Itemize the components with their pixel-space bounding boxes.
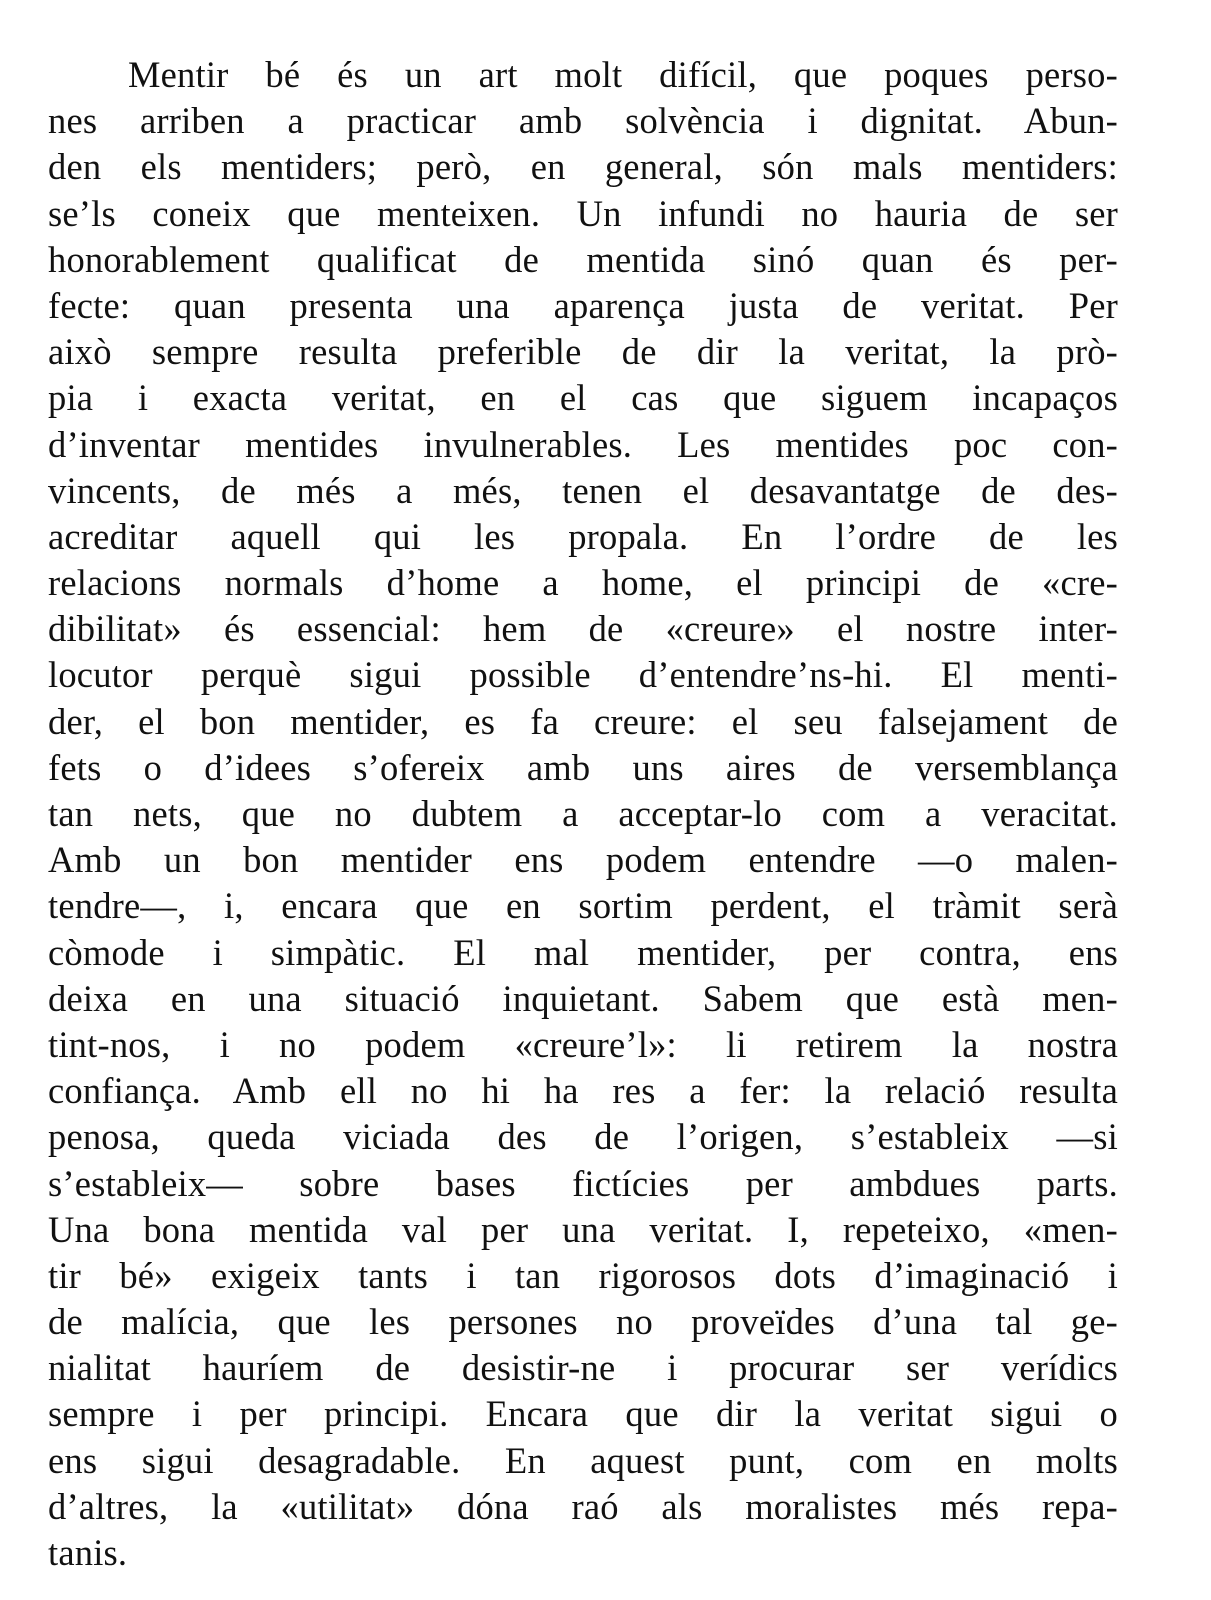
text-line: se’ls coneix que menteixen. Un infundi no hauria de ser bbox=[48, 192, 1118, 234]
text-line: penosa, queda viciada des de l’origen, s’estableix —si bbox=[48, 1116, 1118, 1158]
text-line: fets o d’idees s’ofereix amb uns aires de versemblança bbox=[48, 746, 1118, 788]
text-line: tanis. bbox=[48, 1532, 128, 1573]
text-line: locutor perquè sigui possible d’entendre’ns-hi. El menti- bbox=[48, 654, 1118, 696]
text-line: tint-nos, i no podem «creure’l»: li retirem la nostra bbox=[48, 1023, 1118, 1065]
text-line: deixa en una situació inquietant. Sabem que està men- bbox=[48, 977, 1118, 1019]
text-line: còmode i simpàtic. El mal mentider, per contra, ens bbox=[48, 931, 1118, 973]
text-line: Una bona mentida val per una veritat. I, repeteixo, «men- bbox=[48, 1208, 1118, 1250]
text-line: Amb un bon mentider ens podem entendre —o malen- bbox=[48, 839, 1118, 881]
text-line: der, el bon mentider, es fa creure: el seu falsejament de bbox=[48, 700, 1118, 742]
text-line: confiança. Amb ell no hi ha res a fer: la relació resulta bbox=[48, 1070, 1118, 1112]
essay-paragraph bbox=[48, 52, 1118, 1576]
text-line: nes arriben a practicar amb solvència i dignitat. Abun- bbox=[48, 100, 1118, 142]
text-line: den els mentiders; però, en general, són mals mentiders: bbox=[48, 146, 1118, 188]
text-line: tir bé» exigeix tants i tan rigorosos dots d’imaginació i bbox=[48, 1254, 1118, 1296]
text-line: honorablement qualificat de mentida sinó quan és per- bbox=[48, 238, 1118, 280]
text-line: relacions normals d’home a home, el principi de «cre- bbox=[48, 562, 1118, 604]
text-line: vincents, de més a més, tenen el desavantatge de des- bbox=[48, 469, 1118, 511]
text-line: dibilitat» és essencial: hem de «creure» el nostre inter- bbox=[48, 608, 1118, 650]
text-line: d’inventar mentides invulnerables. Les mentides poc con- bbox=[48, 423, 1118, 465]
text-line: sempre i per principi. Encara que dir la veritat sigui o bbox=[48, 1393, 1118, 1435]
text-line: fecte: quan presenta una aparença justa de veritat. Per bbox=[48, 284, 1118, 326]
text-line: acreditar aquell qui les propala. En l’ordre de les bbox=[48, 515, 1118, 557]
text-line: tan nets, que no dubtem a acceptar-lo com a veracitat. bbox=[48, 793, 1118, 834]
text-line: de malícia, que les persones no proveïdes d’una tal ge- bbox=[48, 1301, 1118, 1343]
text-line: nialitat hauríem de desistir-ne i procurar ser verídics bbox=[48, 1347, 1118, 1389]
text-line: tendre—, i, encara que en sortim perdent, el tràmit serà bbox=[48, 885, 1118, 927]
text-line: això sempre resulta preferible de dir la veritat, la prò- bbox=[48, 331, 1118, 373]
text-line: s’estableix— sobre bases fictícies per ambdues parts. bbox=[48, 1162, 1118, 1204]
text-line: pia i exacta veritat, en el cas que siguem incapaços bbox=[48, 377, 1118, 419]
text-line: Mentir bé és un art molt difícil, que poques perso- bbox=[128, 54, 1118, 95]
text-line: d’altres, la «utilitat» dóna raó als moralistes més repa- bbox=[48, 1485, 1118, 1527]
text-line: ens sigui desagradable. En aquest punt, com en molts bbox=[48, 1439, 1118, 1481]
